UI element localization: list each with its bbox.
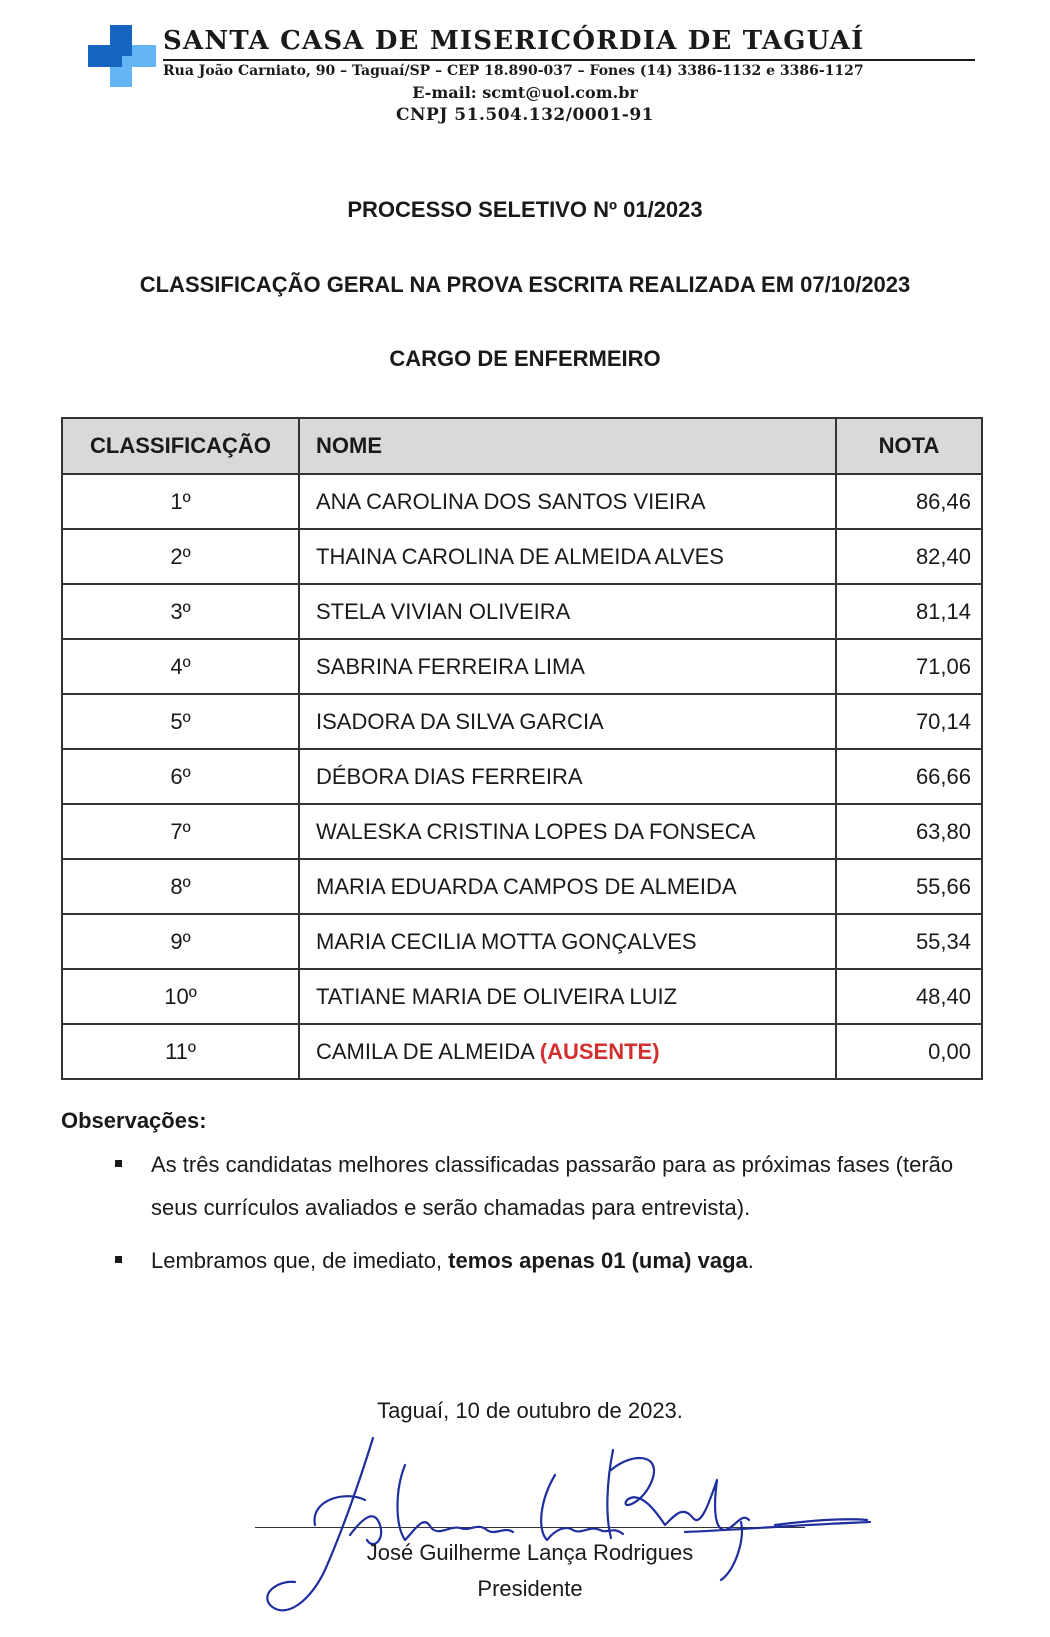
table-row <box>62 749 982 804</box>
position-title: CARGO DE ENFERMEIRO <box>389 346 661 371</box>
table-row <box>62 584 982 639</box>
observation-text <box>151 1239 993 1282</box>
candidate-name: THAINA CAROLINA DE ALMEIDA ALVES <box>316 543 724 569</box>
table-row <box>62 474 982 529</box>
signer-role: Presidente <box>477 1576 583 1601</box>
cell-score: 82,40 <box>836 529 982 584</box>
cell-name <box>299 969 836 1024</box>
table-row <box>62 859 982 914</box>
cell-score: 86,46 <box>836 474 982 529</box>
organization-name: SANTA CASA DE MISERICÓRDIA DE TAGUAÍ <box>163 26 865 56</box>
cell-score: 66,66 <box>836 749 982 804</box>
table-row <box>62 694 982 749</box>
candidate-name: MARIA CECILIA MOTTA GONÇALVES <box>316 928 697 954</box>
cell-name <box>299 639 836 694</box>
candidate-name: SABRINA FERREIRA LIMA <box>316 653 585 679</box>
candidate-name: ANA CAROLINA DOS SANTOS VIEIRA <box>316 488 706 514</box>
cell-name <box>299 694 836 749</box>
bullet-icon <box>115 1256 122 1263</box>
cell-score: 0,00 <box>836 1024 982 1079</box>
cell-name <box>299 749 836 804</box>
cell-rank: 3º <box>62 584 299 639</box>
cell-score: 71,06 <box>836 639 982 694</box>
candidate-name: MARIA EDUARDA CAMPOS DE ALMEIDA <box>316 873 737 899</box>
table-header-row <box>62 418 982 474</box>
cell-rank: 5º <box>62 694 299 749</box>
cell-rank: 1º <box>62 474 299 529</box>
observation-emphasis: temos apenas 01 (uma) vaga <box>448 1248 748 1273</box>
candidate-name: ISADORA DA SILVA GARCIA <box>316 708 604 734</box>
header-nome: NOME <box>299 418 836 474</box>
table-row <box>62 639 982 694</box>
candidate-name: CAMILA DE ALMEIDA <box>316 1038 534 1064</box>
observation-text-suffix: . <box>747 1248 754 1273</box>
organization-address: Rua João Carniato, 90 – Taguaí/SP – CEP 18.890-037 – Fones (14) 3386-1132 e 3386-1127 <box>163 63 864 79</box>
candidate-name: STELA VIVIAN OLIVEIRA <box>316 598 571 624</box>
table-row <box>62 969 982 1024</box>
header-nota: NOTA <box>836 418 982 474</box>
results-table <box>61 417 983 1080</box>
bullet-icon <box>115 1160 122 1167</box>
cell-name <box>299 1024 836 1079</box>
cell-rank: 11º <box>62 1024 299 1079</box>
candidate-name: WALESKA CRISTINA LOPES DA FONSECA <box>316 818 756 844</box>
results-body <box>62 474 982 1079</box>
signer-name: José Guilherme Lança Rodrigues <box>366 1540 694 1565</box>
cell-name <box>299 804 836 859</box>
organization-email: E-mail: scmt@uol.com.br <box>412 83 638 102</box>
cell-name <box>299 529 836 584</box>
candidate-name: DÉBORA DIAS FERREIRA <box>316 763 583 789</box>
absent-badge: (AUSENTE) <box>539 1038 660 1064</box>
cell-rank: 2º <box>62 529 299 584</box>
cell-name <box>299 474 836 529</box>
cell-rank: 10º <box>62 969 299 1024</box>
table-row <box>62 914 982 969</box>
observation-text: As três candidatas melhores classificadas passarão para as próximas fases (terão seus currículos avaliados e serão chamadas para entrevista). <box>151 1152 954 1220</box>
cell-rank: 4º <box>62 639 299 694</box>
cell-rank: 9º <box>62 914 299 969</box>
table-row <box>62 529 982 584</box>
cell-score: 55,66 <box>836 859 982 914</box>
candidate-name: TATIANE MARIA DE OLIVEIRA LUIZ <box>316 983 678 1009</box>
cell-score: 81,14 <box>836 584 982 639</box>
place-and-date: Taguaí, 10 de outubro de 2023. <box>377 1398 683 1423</box>
letterhead-divider <box>163 59 975 61</box>
cell-score: 55,34 <box>836 914 982 969</box>
cell-rank: 6º <box>62 749 299 804</box>
cell-rank: 8º <box>62 859 299 914</box>
cell-rank: 7º <box>62 804 299 859</box>
cell-score: 63,80 <box>836 804 982 859</box>
cell-score: 48,40 <box>836 969 982 1024</box>
cell-name <box>299 584 836 639</box>
table-row <box>62 804 982 859</box>
process-title: PROCESSO SELETIVO Nº 01/2023 <box>347 197 703 222</box>
cell-score: 70,14 <box>836 694 982 749</box>
cell-name <box>299 859 836 914</box>
header-classificacao: CLASSIFICAÇÃO <box>62 418 299 474</box>
table-row <box>62 1024 982 1079</box>
cell-name <box>299 914 836 969</box>
observations-title: Observações: <box>61 1108 207 1133</box>
blue-cross-logo-icon <box>88 25 156 87</box>
observation-text-prefix: Lembramos que, de imediato, <box>151 1248 449 1273</box>
organization-cnpj: CNPJ 51.504.132/0001-91 <box>395 105 655 125</box>
classification-title: CLASSIFICAÇÃO GERAL NA PROVA ESCRITA REALIZADA EM 07/10/2023 <box>139 272 911 297</box>
